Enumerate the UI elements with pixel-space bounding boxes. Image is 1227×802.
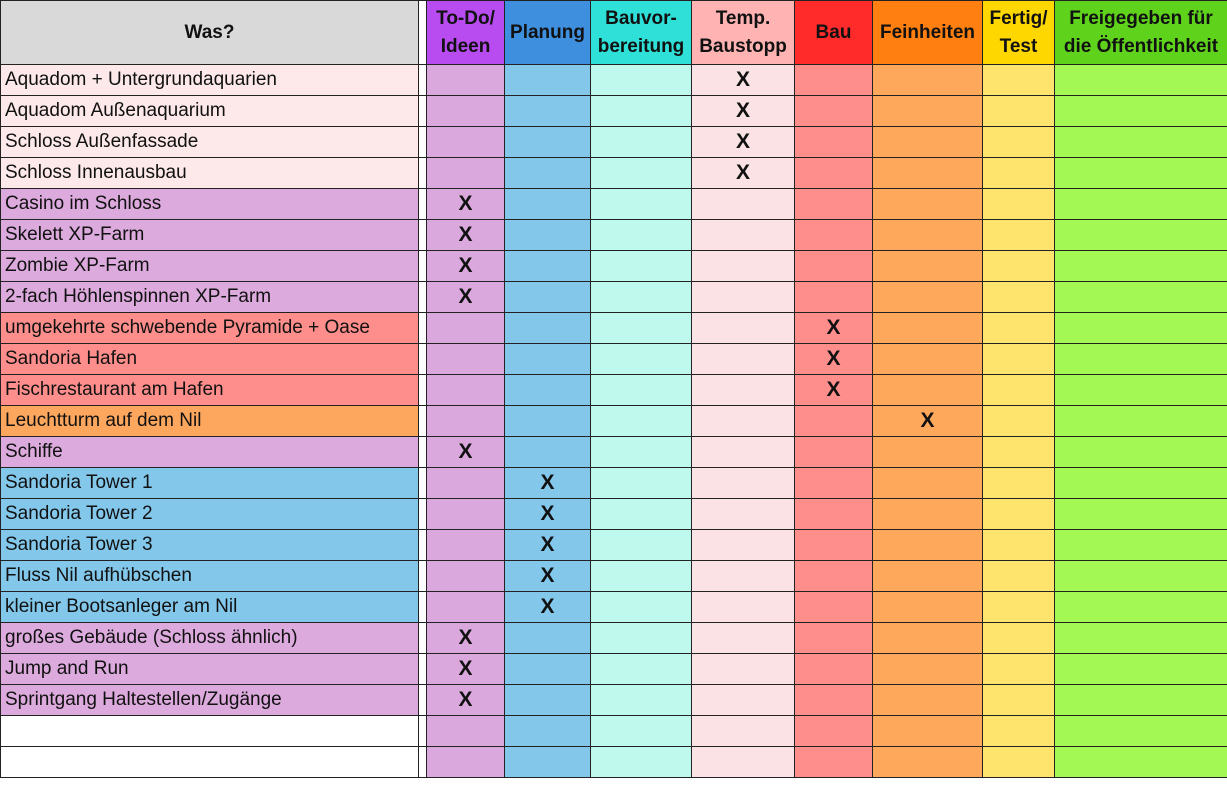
status-cell-fertig[interactable] xyxy=(983,344,1055,375)
status-cell-todo[interactable] xyxy=(427,716,505,747)
row-name-cell[interactable]: Zombie XP-Farm xyxy=(1,251,419,282)
table-row xyxy=(1,592,1227,623)
status-cell-todo[interactable] xyxy=(427,344,505,375)
row-gap-cell xyxy=(419,530,427,561)
table-row xyxy=(1,282,1227,313)
table-row xyxy=(1,747,1227,778)
row-name-cell[interactable]: Schloss Außenfassade xyxy=(1,127,419,158)
header-bau[interactable]: Bau xyxy=(795,1,873,65)
status-mark-todo[interactable]: X xyxy=(427,685,505,716)
status-cell-baustopp[interactable] xyxy=(692,344,795,375)
table-row xyxy=(1,251,1227,282)
status-cell-freigegeben[interactable] xyxy=(1055,344,1227,375)
status-cell-bau[interactable] xyxy=(795,282,873,313)
table-row xyxy=(1,406,1227,437)
status-cell-bauvorbereitung[interactable] xyxy=(591,468,692,499)
status-cell-todo[interactable] xyxy=(427,375,505,406)
row-name-cell[interactable]: Sprintgang Haltestellen/Zugänge xyxy=(1,685,419,716)
status-cell-baustopp[interactable] xyxy=(692,623,795,654)
status-cell-fertig[interactable] xyxy=(983,499,1055,530)
status-mark-todo[interactable]: X xyxy=(427,437,505,468)
row-name-cell[interactable]: Sandoria Hafen xyxy=(1,344,419,375)
row-gap-cell xyxy=(419,189,427,220)
row-gap-cell xyxy=(419,747,427,778)
status-cell-bau[interactable] xyxy=(795,499,873,530)
row-name-cell[interactable]: Leuchtturm auf dem Nil xyxy=(1,406,419,437)
row-name-cell[interactable]: 2-fach Höhlenspinnen XP-Farm xyxy=(1,282,419,313)
row-name-cell[interactable]: Sandoria Tower 1 xyxy=(1,468,419,499)
status-cell-baustopp[interactable] xyxy=(692,313,795,344)
status-cell-bauvorbereitung[interactable] xyxy=(591,530,692,561)
status-cell-planung[interactable] xyxy=(505,282,591,313)
status-cell-fertig[interactable] xyxy=(983,127,1055,158)
status-cell-feinheiten[interactable] xyxy=(873,375,983,406)
status-cell-planung[interactable] xyxy=(505,158,591,189)
status-cell-feinheiten[interactable] xyxy=(873,685,983,716)
status-cell-bauvorbereitung[interactable] xyxy=(591,158,692,189)
row-gap-cell xyxy=(419,251,427,282)
status-cell-freigegeben[interactable] xyxy=(1055,499,1227,530)
status-cell-fertig[interactable] xyxy=(983,747,1055,778)
status-cell-freigegeben[interactable] xyxy=(1055,654,1227,685)
table-row xyxy=(1,158,1227,189)
header-planung[interactable]: Planung xyxy=(505,1,591,65)
status-cell-bauvorbereitung[interactable] xyxy=(591,499,692,530)
status-cell-planung[interactable] xyxy=(505,251,591,282)
status-cell-bau[interactable] xyxy=(795,654,873,685)
status-cell-freigegeben[interactable] xyxy=(1055,406,1227,437)
status-cell-bau[interactable] xyxy=(795,65,873,96)
status-cell-baustopp[interactable] xyxy=(692,654,795,685)
status-cell-freigegeben[interactable] xyxy=(1055,282,1227,313)
status-cell-baustopp[interactable] xyxy=(692,561,795,592)
status-cell-bau[interactable] xyxy=(795,747,873,778)
status-cell-bau[interactable] xyxy=(795,189,873,220)
status-cell-planung[interactable] xyxy=(505,127,591,158)
status-cell-fertig[interactable] xyxy=(983,406,1055,437)
status-cell-baustopp[interactable] xyxy=(692,499,795,530)
status-cell-planung[interactable] xyxy=(505,220,591,251)
status-cell-freigegeben[interactable] xyxy=(1055,747,1227,778)
row-name-cell[interactable]: Schiffe xyxy=(1,437,419,468)
header-feinheiten[interactable]: Feinheiten xyxy=(873,1,983,65)
status-cell-fertig[interactable] xyxy=(983,437,1055,468)
status-mark-bau[interactable]: X xyxy=(795,344,873,375)
status-cell-bau[interactable] xyxy=(795,716,873,747)
status-cell-fertig[interactable] xyxy=(983,561,1055,592)
status-cell-feinheiten[interactable] xyxy=(873,96,983,127)
table-row xyxy=(1,65,1227,96)
status-cell-feinheiten[interactable] xyxy=(873,747,983,778)
header-bauvorbereitung[interactable]: Bauvor- bereitung xyxy=(591,1,692,65)
status-cell-fertig[interactable] xyxy=(983,716,1055,747)
status-cell-feinheiten[interactable] xyxy=(873,127,983,158)
status-cell-fertig[interactable] xyxy=(983,158,1055,189)
status-cell-fertig[interactable] xyxy=(983,468,1055,499)
status-cell-planung[interactable] xyxy=(505,344,591,375)
header-was[interactable]: Was? xyxy=(1,1,419,65)
status-cell-fertig[interactable] xyxy=(983,654,1055,685)
table-row xyxy=(1,189,1227,220)
status-cell-bauvorbereitung[interactable] xyxy=(591,654,692,685)
row-gap-cell xyxy=(419,716,427,747)
status-mark-baustopp[interactable]: X xyxy=(692,65,795,96)
status-cell-freigegeben[interactable] xyxy=(1055,127,1227,158)
row-gap-cell xyxy=(419,406,427,437)
status-cell-bau[interactable] xyxy=(795,623,873,654)
status-cell-freigegeben[interactable] xyxy=(1055,716,1227,747)
status-cell-todo[interactable] xyxy=(427,96,505,127)
status-cell-bau[interactable] xyxy=(795,530,873,561)
status-mark-planung[interactable]: X xyxy=(505,592,591,623)
status-cell-planung[interactable] xyxy=(505,685,591,716)
status-cell-feinheiten[interactable] xyxy=(873,344,983,375)
status-mark-planung[interactable]: X xyxy=(505,499,591,530)
table-row xyxy=(1,468,1227,499)
status-cell-baustopp[interactable] xyxy=(692,592,795,623)
status-cell-feinheiten[interactable] xyxy=(873,623,983,654)
status-cell-feinheiten[interactable] xyxy=(873,65,983,96)
row-gap-cell xyxy=(419,437,427,468)
table-row xyxy=(1,530,1227,561)
row-name-cell[interactable]: großes Gebäude (Schloss ähnlich) xyxy=(1,623,419,654)
status-cell-fertig[interactable] xyxy=(983,251,1055,282)
row-name-cell[interactable]: Sandoria Tower 2 xyxy=(1,499,419,530)
status-cell-fertig[interactable] xyxy=(983,623,1055,654)
row-gap-cell xyxy=(419,623,427,654)
status-mark-planung[interactable]: X xyxy=(505,468,591,499)
status-cell-freigegeben[interactable] xyxy=(1055,530,1227,561)
header-freigegeben[interactable]: Freigegeben für die Öffentlichkeit xyxy=(1055,1,1227,65)
row-name-cell[interactable]: Fischrestaurant am Hafen xyxy=(1,375,419,406)
status-mark-todo[interactable]: X xyxy=(427,623,505,654)
table-row xyxy=(1,344,1227,375)
status-cell-baustopp[interactable] xyxy=(692,437,795,468)
row-name-cell[interactable]: Skelett XP-Farm xyxy=(1,220,419,251)
status-cell-feinheiten[interactable] xyxy=(873,282,983,313)
status-cell-bauvorbereitung[interactable] xyxy=(591,313,692,344)
status-cell-freigegeben[interactable] xyxy=(1055,468,1227,499)
status-cell-bauvorbereitung[interactable] xyxy=(591,685,692,716)
status-cell-todo[interactable] xyxy=(427,468,505,499)
table-row xyxy=(1,499,1227,530)
status-cell-baustopp[interactable] xyxy=(692,685,795,716)
status-cell-feinheiten[interactable] xyxy=(873,716,983,747)
status-cell-bauvorbereitung[interactable] xyxy=(591,344,692,375)
status-cell-bauvorbereitung[interactable] xyxy=(591,561,692,592)
table-body xyxy=(1,65,1227,778)
status-cell-fertig[interactable] xyxy=(983,282,1055,313)
status-cell-todo[interactable] xyxy=(427,127,505,158)
status-cell-baustopp[interactable] xyxy=(692,747,795,778)
row-name-cell[interactable]: kleiner Bootsanleger am Nil xyxy=(1,592,419,623)
status-cell-fertig[interactable] xyxy=(983,189,1055,220)
status-cell-baustopp[interactable] xyxy=(692,468,795,499)
status-cell-bauvorbereitung[interactable] xyxy=(591,282,692,313)
status-mark-planung[interactable]: X xyxy=(505,561,591,592)
status-mark-baustopp[interactable]: X xyxy=(692,127,795,158)
status-cell-feinheiten[interactable] xyxy=(873,437,983,468)
status-cell-planung[interactable] xyxy=(505,654,591,685)
header-fertig[interactable]: Fertig/ Test xyxy=(983,1,1055,65)
status-cell-baustopp[interactable] xyxy=(692,530,795,561)
status-cell-freigegeben[interactable] xyxy=(1055,251,1227,282)
status-cell-todo[interactable] xyxy=(427,592,505,623)
status-cell-todo[interactable] xyxy=(427,561,505,592)
status-cell-baustopp[interactable] xyxy=(692,716,795,747)
table-row xyxy=(1,716,1227,747)
row-gap-cell xyxy=(419,282,427,313)
status-cell-baustopp[interactable] xyxy=(692,406,795,437)
row-gap-cell xyxy=(419,344,427,375)
status-cell-freigegeben[interactable] xyxy=(1055,220,1227,251)
row-gap-cell xyxy=(419,127,427,158)
status-cell-planung[interactable] xyxy=(505,65,591,96)
status-cell-bauvorbereitung[interactable] xyxy=(591,747,692,778)
row-name-cell[interactable]: Schloss Innenausbau xyxy=(1,158,419,189)
status-cell-feinheiten[interactable] xyxy=(873,158,983,189)
status-cell-bauvorbereitung[interactable] xyxy=(591,96,692,127)
status-mark-todo[interactable]: X xyxy=(427,189,505,220)
status-cell-todo[interactable] xyxy=(427,747,505,778)
status-cell-todo[interactable] xyxy=(427,530,505,561)
header-row xyxy=(1,1,1227,65)
row-gap-cell xyxy=(419,313,427,344)
status-cell-bauvorbereitung[interactable] xyxy=(591,65,692,96)
status-cell-planung[interactable] xyxy=(505,406,591,437)
status-cell-feinheiten[interactable] xyxy=(873,561,983,592)
status-cell-freigegeben[interactable] xyxy=(1055,189,1227,220)
table-row xyxy=(1,127,1227,158)
row-name-cell[interactable]: Jump and Run xyxy=(1,654,419,685)
row-gap-cell xyxy=(419,685,427,716)
row-gap-cell xyxy=(419,592,427,623)
status-cell-bau[interactable] xyxy=(795,561,873,592)
status-cell-bauvorbereitung[interactable] xyxy=(591,592,692,623)
status-cell-bau[interactable] xyxy=(795,127,873,158)
table-row xyxy=(1,96,1227,127)
status-cell-planung[interactable] xyxy=(505,623,591,654)
row-gap-cell xyxy=(419,654,427,685)
status-cell-todo[interactable] xyxy=(427,313,505,344)
table-row xyxy=(1,561,1227,592)
row-gap-cell xyxy=(419,468,427,499)
row-gap-cell xyxy=(419,65,427,96)
status-cell-bau[interactable] xyxy=(795,406,873,437)
status-cell-bau[interactable] xyxy=(795,437,873,468)
status-cell-bau[interactable] xyxy=(795,592,873,623)
row-name-cell[interactable]: umgekehrte schwebende Pyramide + Oase xyxy=(1,313,419,344)
status-cell-bau[interactable] xyxy=(795,158,873,189)
status-cell-bauvorbereitung[interactable] xyxy=(591,375,692,406)
row-gap-cell xyxy=(419,375,427,406)
status-cell-planung[interactable] xyxy=(505,437,591,468)
status-cell-freigegeben[interactable] xyxy=(1055,375,1227,406)
status-mark-planung[interactable]: X xyxy=(505,530,591,561)
status-cell-fertig[interactable] xyxy=(983,96,1055,127)
status-cell-freigegeben[interactable] xyxy=(1055,313,1227,344)
status-mark-feinheiten[interactable]: X xyxy=(873,406,983,437)
status-cell-feinheiten[interactable] xyxy=(873,654,983,685)
row-gap-cell xyxy=(419,499,427,530)
header-gap xyxy=(419,1,427,65)
status-cell-baustopp[interactable] xyxy=(692,220,795,251)
status-cell-fertig[interactable] xyxy=(983,375,1055,406)
status-cell-bau[interactable] xyxy=(795,685,873,716)
status-cell-feinheiten[interactable] xyxy=(873,592,983,623)
status-cell-planung[interactable] xyxy=(505,747,591,778)
table-row xyxy=(1,623,1227,654)
status-mark-todo[interactable]: X xyxy=(427,654,505,685)
status-cell-freigegeben[interactable] xyxy=(1055,685,1227,716)
status-cell-freigegeben[interactable] xyxy=(1055,437,1227,468)
status-cell-baustopp[interactable] xyxy=(692,282,795,313)
status-cell-planung[interactable] xyxy=(505,96,591,127)
row-name-cell[interactable]: Sandoria Tower 3 xyxy=(1,530,419,561)
status-mark-bau[interactable]: X xyxy=(795,375,873,406)
status-cell-planung[interactable] xyxy=(505,375,591,406)
status-cell-freigegeben[interactable] xyxy=(1055,96,1227,127)
status-cell-bauvorbereitung[interactable] xyxy=(591,220,692,251)
status-cell-bauvorbereitung[interactable] xyxy=(591,189,692,220)
row-name-cell[interactable]: Fluss Nil aufhübschen xyxy=(1,561,419,592)
status-cell-feinheiten[interactable] xyxy=(873,468,983,499)
status-cell-freigegeben[interactable] xyxy=(1055,623,1227,654)
table-row xyxy=(1,313,1227,344)
status-cell-fertig[interactable] xyxy=(983,685,1055,716)
table-row xyxy=(1,685,1227,716)
status-cell-bauvorbereitung[interactable] xyxy=(591,716,692,747)
status-cell-freigegeben[interactable] xyxy=(1055,592,1227,623)
row-name-cell[interactable] xyxy=(1,716,419,747)
status-cell-freigegeben[interactable] xyxy=(1055,65,1227,96)
status-cell-feinheiten[interactable] xyxy=(873,499,983,530)
status-cell-feinheiten[interactable] xyxy=(873,189,983,220)
table-row xyxy=(1,375,1227,406)
status-cell-todo[interactable] xyxy=(427,406,505,437)
status-mark-todo[interactable]: X xyxy=(427,251,505,282)
status-cell-feinheiten[interactable] xyxy=(873,530,983,561)
status-cell-baustopp[interactable] xyxy=(692,251,795,282)
status-cell-bauvorbereitung[interactable] xyxy=(591,406,692,437)
status-cell-feinheiten[interactable] xyxy=(873,220,983,251)
status-cell-todo[interactable] xyxy=(427,158,505,189)
header-todo[interactable]: To-Do/ Ideen xyxy=(427,1,505,65)
status-cell-baustopp[interactable] xyxy=(692,189,795,220)
row-gap-cell xyxy=(419,220,427,251)
row-name-cell[interactable]: Aquadom + Untergrundaquarien xyxy=(1,65,419,96)
status-mark-todo[interactable]: X xyxy=(427,282,505,313)
status-cell-freigegeben[interactable] xyxy=(1055,561,1227,592)
row-name-cell[interactable]: Casino im Schloss xyxy=(1,189,419,220)
table-row xyxy=(1,220,1227,251)
status-cell-feinheiten[interactable] xyxy=(873,251,983,282)
status-cell-todo[interactable] xyxy=(427,499,505,530)
status-cell-bauvorbereitung[interactable] xyxy=(591,437,692,468)
status-cell-fertig[interactable] xyxy=(983,530,1055,561)
table-row xyxy=(1,654,1227,685)
status-cell-fertig[interactable] xyxy=(983,313,1055,344)
table-row xyxy=(1,437,1227,468)
row-name-cell[interactable]: Aquadom Außenaquarium xyxy=(1,96,419,127)
status-mark-bau[interactable]: X xyxy=(795,313,873,344)
status-cell-fertig[interactable] xyxy=(983,220,1055,251)
status-cell-bau[interactable] xyxy=(795,220,873,251)
status-cell-bauvorbereitung[interactable] xyxy=(591,127,692,158)
status-mark-baustopp[interactable]: X xyxy=(692,96,795,127)
status-mark-baustopp[interactable]: X xyxy=(692,158,795,189)
status-cell-planung[interactable] xyxy=(505,189,591,220)
status-cell-bau[interactable] xyxy=(795,251,873,282)
status-cell-freigegeben[interactable] xyxy=(1055,158,1227,189)
status-cell-bau[interactable] xyxy=(795,468,873,499)
status-cell-fertig[interactable] xyxy=(983,65,1055,96)
row-gap-cell xyxy=(419,561,427,592)
status-cell-feinheiten[interactable] xyxy=(873,313,983,344)
status-cell-bau[interactable] xyxy=(795,96,873,127)
row-gap-cell xyxy=(419,158,427,189)
row-name-cell[interactable] xyxy=(1,747,419,778)
status-cell-fertig[interactable] xyxy=(983,592,1055,623)
header-baustopp[interactable]: Temp. Baustopp xyxy=(692,1,795,65)
status-cell-baustopp[interactable] xyxy=(692,375,795,406)
status-cell-bauvorbereitung[interactable] xyxy=(591,251,692,282)
status-cell-planung[interactable] xyxy=(505,716,591,747)
row-gap-cell xyxy=(419,96,427,127)
status-cell-todo[interactable] xyxy=(427,65,505,96)
status-cell-planung[interactable] xyxy=(505,313,591,344)
status-cell-bauvorbereitung[interactable] xyxy=(591,623,692,654)
status-mark-todo[interactable]: X xyxy=(427,220,505,251)
